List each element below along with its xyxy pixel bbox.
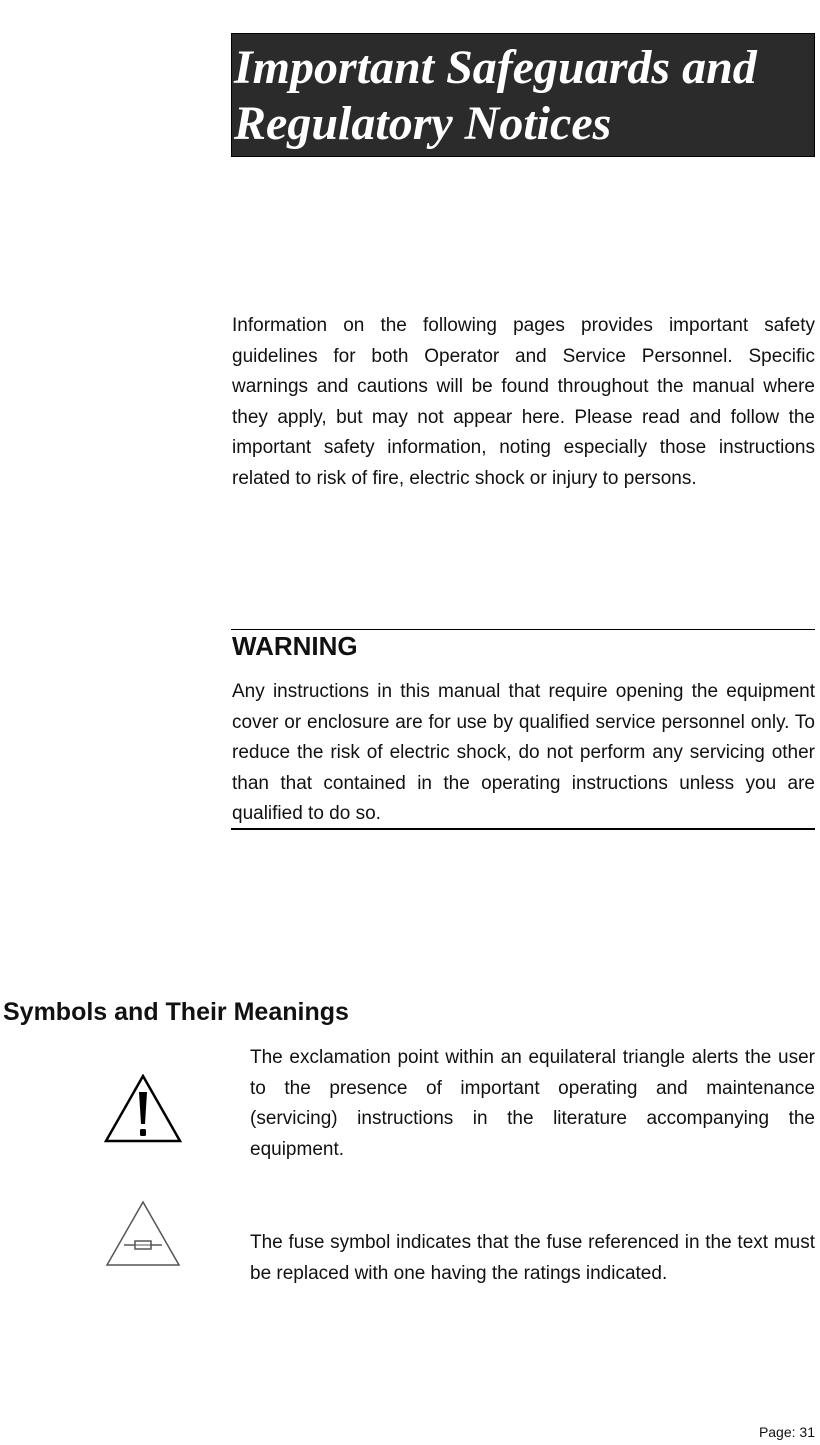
fuse-triangle-icon xyxy=(105,1200,181,1272)
warning-bottom-rule xyxy=(231,828,815,830)
exclamation-symbol-description: The exclamation point within an equilateral triangle alerts the user to the presence of important operating and maintenance (servicing) instructions in the literature accompanying the equipment. xyxy=(250,1047,815,1160)
page-title-line-1: Important Safeguards and xyxy=(234,41,757,94)
intro-paragraph: Information on the following pages provides important safety guidelines for both Operator and Service Personnel. Specific warnings and cautions will be found throughout the manual where they apply, but may not appear here. Please read and follow the important safety information, noting especially those instructions related to risk of fire, electric shock or injury to persons. xyxy=(232,315,815,489)
page-title xyxy=(231,33,815,157)
page-number: Page: 31 xyxy=(758,1424,815,1440)
fuse-symbol-description: The fuse symbol indicates that the fuse referenced in the text must be replaced with one having the ratings indicated. xyxy=(250,1232,815,1284)
warning-body: Any instructions in this manual that require opening the equipment cover or enclosure are for use by qualified service personnel only. To reduce the risk of electric shock, do not perform any servicing other than that contained in the operating instructions unless you are qualified to do so. xyxy=(232,681,815,825)
exclamation-triangle-icon xyxy=(103,1074,183,1149)
page-title-line-2: Regulatory Notices xyxy=(234,97,612,150)
warning-heading: WARNING xyxy=(232,631,358,661)
symbols-heading: Symbols and Their Meanings xyxy=(3,998,349,1026)
